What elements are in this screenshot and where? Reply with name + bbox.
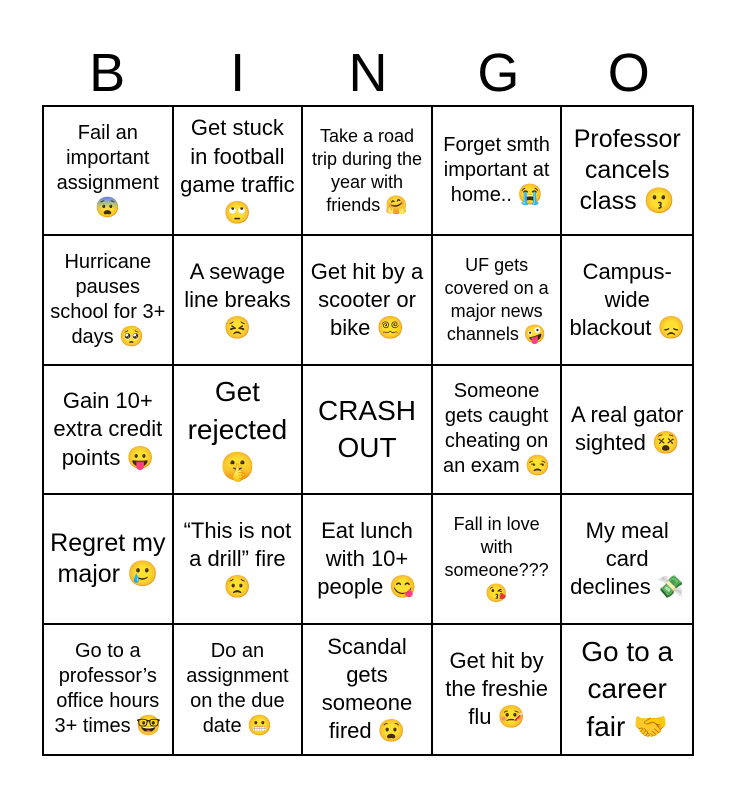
bingo-cell[interactable] <box>433 107 563 236</box>
cell-text: Do an assignment on the due date 😬 <box>186 640 289 738</box>
bingo-cell[interactable] <box>303 236 433 365</box>
cell-text: Regret my major 🥲 <box>50 528 166 588</box>
bingo-cell[interactable] <box>44 366 174 495</box>
cell-text: Hurricane pauses school for 3+ days 🥺 <box>50 251 166 349</box>
cell-text: “This is not a drill” fire 😟 <box>183 517 292 599</box>
cell-text: Professor cancels class 😗 <box>573 124 681 216</box>
cell-text: Get hit by a scooter or bike 😵‍💫 <box>310 258 424 341</box>
cell-text: Campus-wide blackout 😞 <box>569 258 685 341</box>
cell-text: CRASH OUT <box>317 394 416 464</box>
cell-text: Get hit by the freshie flu 🤒 <box>445 648 548 730</box>
cell-text: Get stuck in football game traffic 🙄 <box>180 115 295 225</box>
header-letter-g: G <box>477 43 520 103</box>
bingo-cell[interactable] <box>433 495 563 624</box>
bingo-cell[interactable] <box>433 366 563 495</box>
cell-text: UF gets covered on a major news channels 🤪 <box>444 255 549 345</box>
bingo-cell[interactable] <box>44 625 174 754</box>
bingo-cell[interactable] <box>174 495 304 624</box>
bingo-cell[interactable] <box>44 495 174 624</box>
bingo-cell[interactable] <box>303 625 433 754</box>
cell-text: Fall in love with someone??? 😘 <box>444 513 549 603</box>
bingo-cell[interactable] <box>303 366 433 495</box>
bingo-cell[interactable] <box>303 495 433 624</box>
cell-text: Take a road trip during the year with friends 🤗 <box>311 125 423 215</box>
cell-text: My meal card declines 💸 <box>570 517 685 599</box>
bingo-cell[interactable] <box>44 236 174 365</box>
bingo-cell[interactable] <box>562 625 692 754</box>
cell-text: Eat lunch with 10+ people 😋 <box>317 517 417 599</box>
cell-text: Scandal gets someone fired 😧 <box>321 633 413 744</box>
cell-text: Go to a professor’s office hours 3+ times 🤓 <box>54 640 162 738</box>
bingo-cell[interactable] <box>303 107 433 236</box>
header-letter-b: B <box>89 43 126 103</box>
cell-text: Go to a career fair 🤝 <box>581 635 674 743</box>
bingo-cell[interactable] <box>433 236 563 365</box>
bingo-header <box>42 40 694 106</box>
bingo-cell[interactable] <box>174 236 304 365</box>
cell-text: A real gator sighted 😵 <box>570 402 684 456</box>
bingo-cell[interactable] <box>44 107 174 236</box>
bingo-board <box>42 105 694 756</box>
header-letter-n: N <box>348 43 388 103</box>
bingo-cell[interactable] <box>562 366 692 495</box>
header-letter-i: I <box>230 43 246 103</box>
cell-text: Forget smth important at home.. 😭 <box>443 134 550 207</box>
bingo-cell[interactable] <box>562 236 692 365</box>
cell-text: Someone gets caught cheating on an exam 😒 <box>443 380 551 478</box>
bingo-cell[interactable] <box>562 495 692 624</box>
bingo-cell[interactable] <box>174 366 304 495</box>
bingo-cell[interactable] <box>174 107 304 236</box>
bingo-cell[interactable] <box>174 625 304 754</box>
cell-text: Fail an important assignment 😨 <box>56 121 159 219</box>
bingo-cell[interactable] <box>433 625 563 754</box>
cell-text: Get rejected 🤫 <box>187 375 288 483</box>
cell-text: A sewage line breaks 😣 <box>184 258 291 341</box>
cell-text: Gain 10+ extra credit points 😛 <box>53 388 163 470</box>
bingo-cell[interactable] <box>562 107 692 236</box>
header-letter-o: O <box>607 43 650 103</box>
